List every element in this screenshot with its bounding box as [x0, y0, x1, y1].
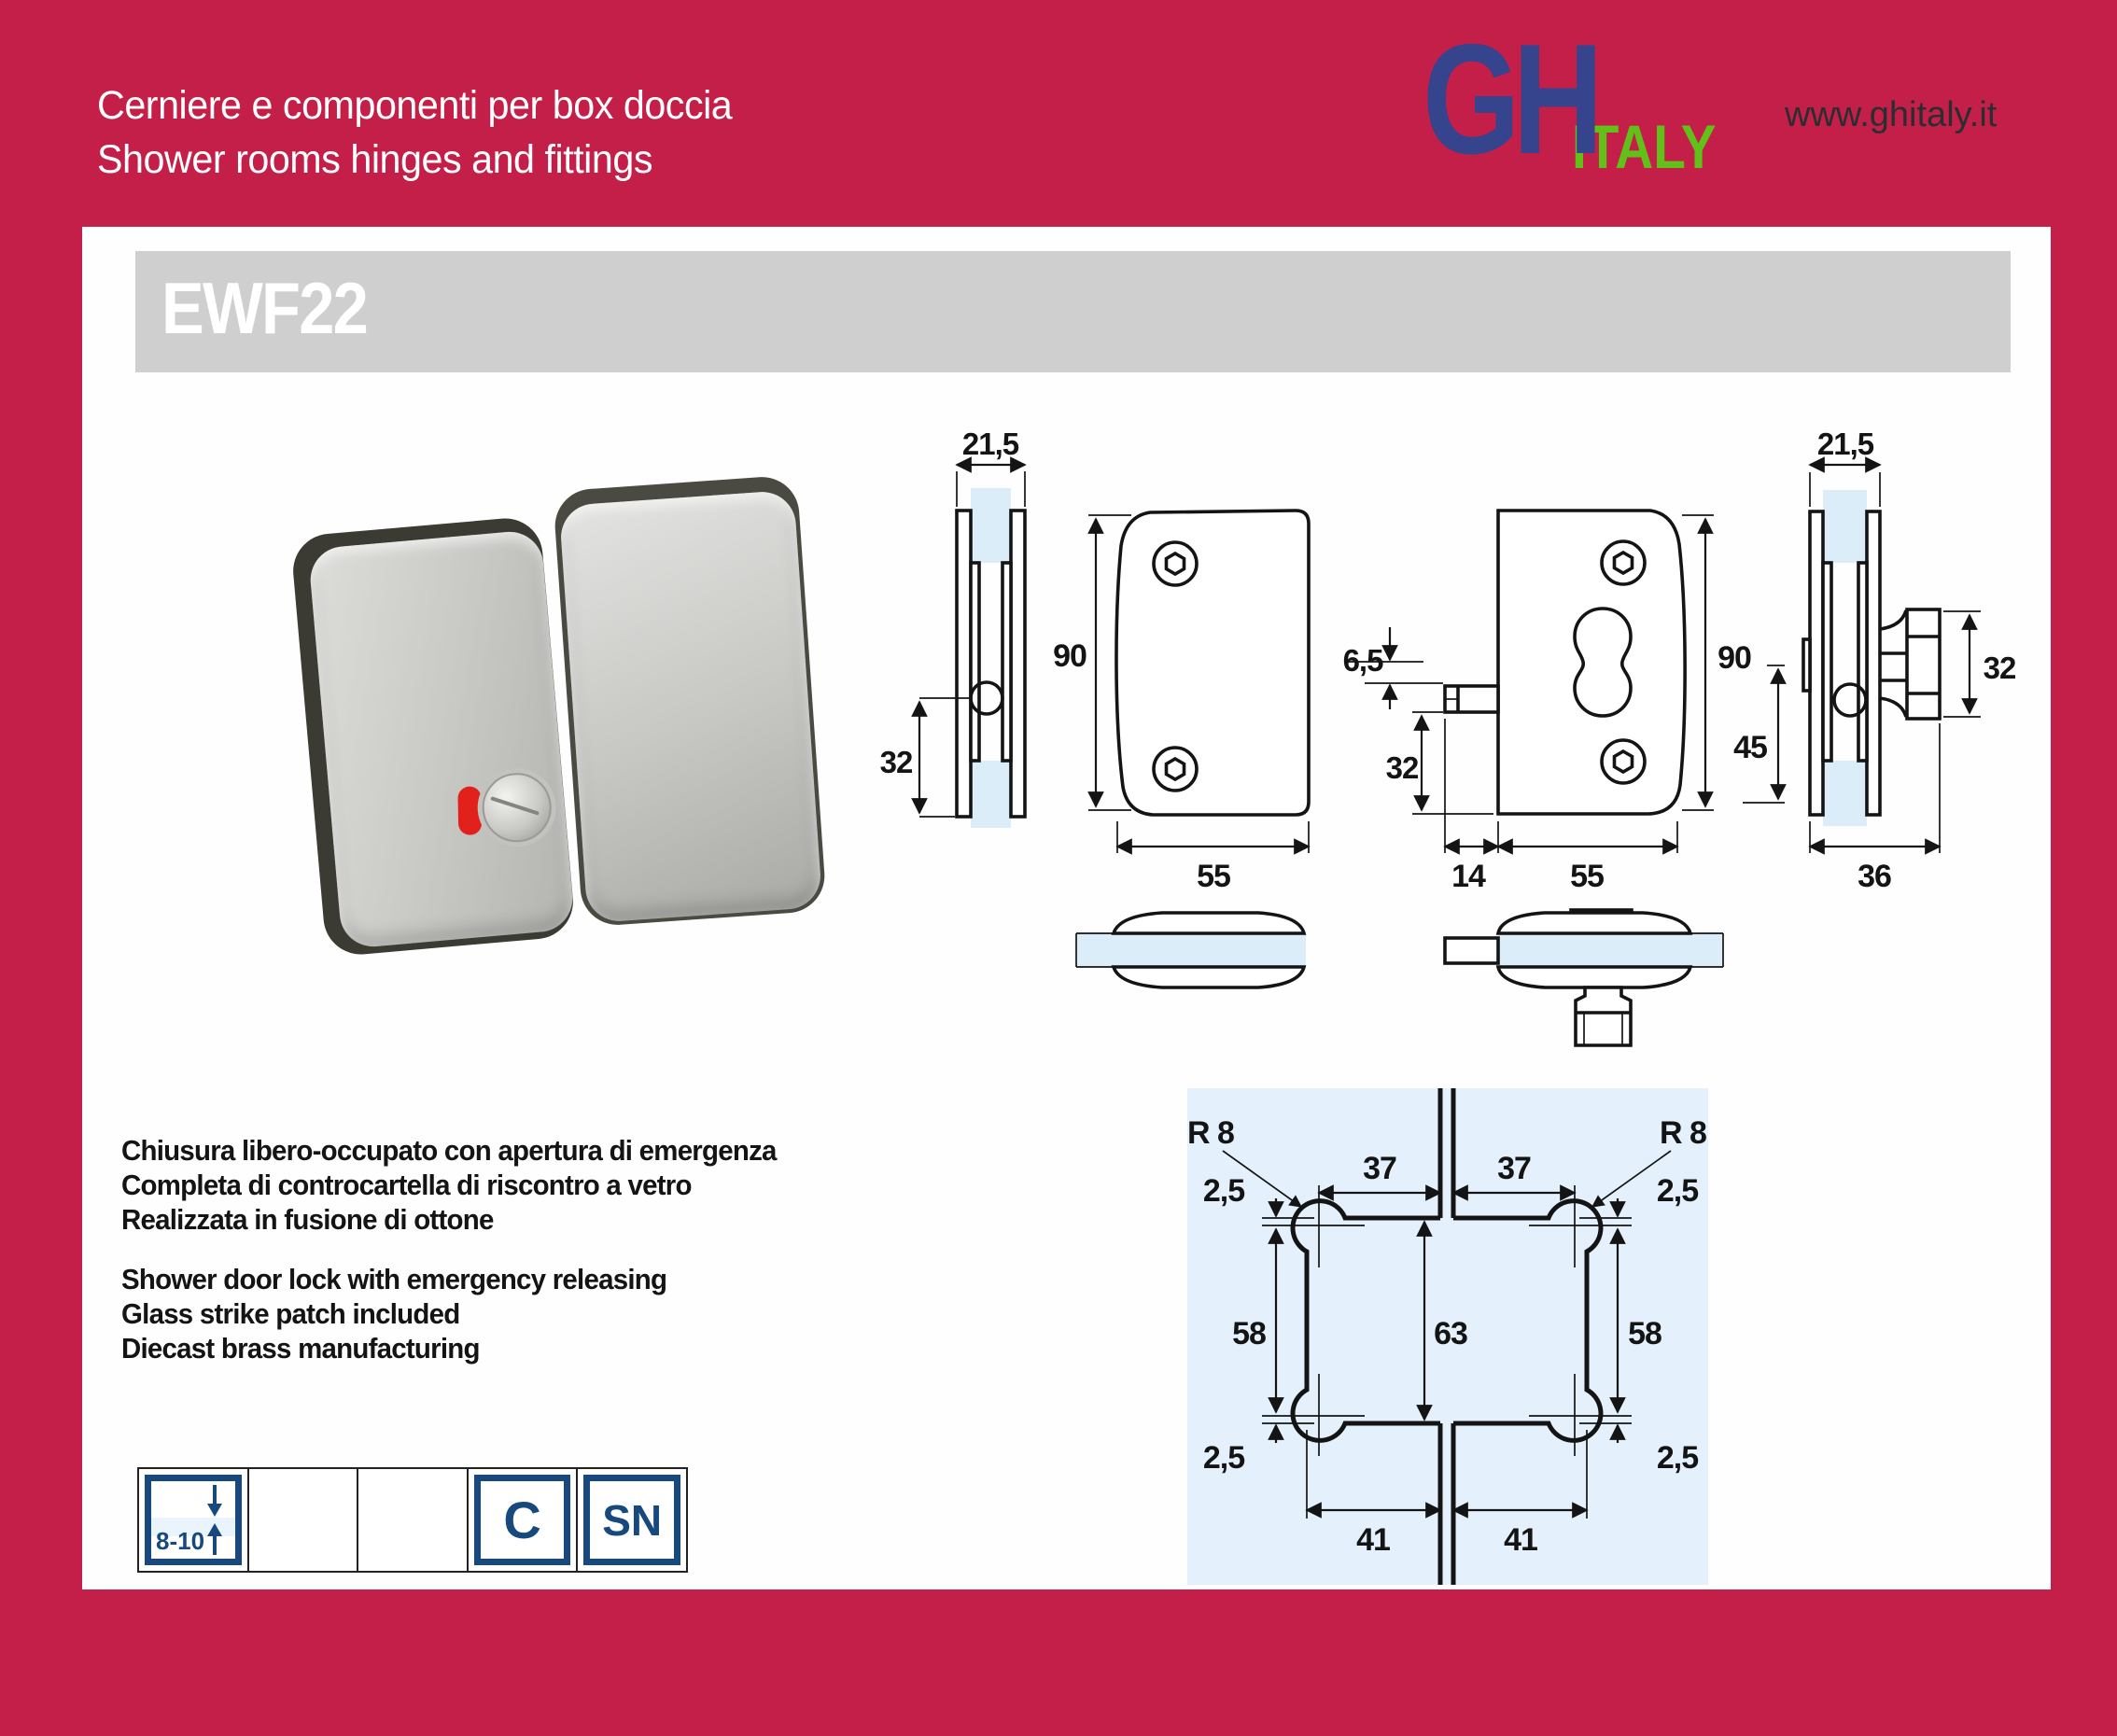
dim-cutout-side-right: 58	[1628, 1316, 1661, 1351]
spec-cell-finish-chrome	[469, 1469, 579, 1571]
lock-side-view	[1803, 427, 2016, 894]
turn-knob	[480, 770, 554, 845]
strike-front-view	[1053, 511, 1309, 894]
dim-lock-width: 55	[1570, 859, 1604, 894]
arrow-up-icon	[207, 1523, 222, 1536]
dim-strike-width: 55	[1197, 859, 1230, 894]
strike-side-view	[880, 427, 1025, 828]
dim-cutout-top-left: 37	[1363, 1151, 1396, 1186]
dim-cutout-side-left: 58	[1232, 1316, 1266, 1351]
product-code: EWF22	[161, 266, 368, 349]
dim-lock-depth: 36	[1858, 859, 1891, 894]
spec-cell-finish-satin	[578, 1469, 686, 1571]
arrow-down-icon	[207, 1504, 222, 1517]
dim-cutout-bottom-left: 41	[1356, 1522, 1390, 1558]
dim-corner-offset-br: 2,5	[1656, 1440, 1699, 1476]
lock-front-view	[1343, 511, 1785, 894]
dim-cutout-radius-right: R 8	[1660, 1115, 1706, 1151]
photo-lock-panel	[308, 529, 576, 949]
finish-chrome-box	[474, 1475, 571, 1565]
technical-drawings	[840, 411, 2072, 1148]
dim-knob-span: 45	[1733, 730, 1767, 765]
lock-plan-view	[1445, 910, 1723, 1045]
dim-strike-thickness: 21,5	[961, 427, 1019, 461]
finish-satin-box	[583, 1475, 680, 1565]
dim-knob-height: 32	[1983, 651, 2016, 685]
title-italian: Cerniere e componenti per box doccia	[97, 83, 733, 128]
glass-thickness-box	[145, 1475, 242, 1565]
product-code-banner	[135, 251, 2011, 372]
description-italian	[121, 1133, 777, 1237]
dim-corner-offset-tl: 2,5	[1202, 1173, 1245, 1209]
dim-strike-hole-offset: 32	[879, 745, 913, 779]
description-english	[121, 1262, 666, 1365]
red-indicator	[457, 786, 482, 834]
spec-table	[137, 1467, 688, 1573]
strike-plan-view	[1076, 913, 1306, 987]
dim-cutout-radius-left: R 8	[1187, 1115, 1234, 1151]
glass-cutout-diagram	[1171, 1083, 1731, 1594]
dim-latch-width: 14	[1451, 859, 1485, 894]
dim-cutout-top-right: 37	[1497, 1151, 1531, 1186]
glass-thickness-value: 8-10	[156, 1527, 205, 1555]
finish-satin-label: SN	[602, 1495, 663, 1545]
desc-en-line1: Shower door lock with emergency releasing	[121, 1263, 667, 1295]
dim-corner-offset-tr: 2,5	[1656, 1173, 1699, 1209]
dim-lock-hole-offset: 32	[1385, 750, 1419, 785]
dim-cutout-bottom-right: 41	[1504, 1522, 1537, 1558]
dim-cutout-center: 63	[1434, 1316, 1467, 1351]
spec-cell-empty-2	[358, 1469, 469, 1571]
dim-latch-protrusion: 6,5	[1342, 643, 1383, 678]
gh-logo-italy: ITALY	[1572, 112, 1717, 181]
website-link[interactable]: www.ghitaly.it	[1785, 95, 1998, 134]
desc-en-line3: Diecast brass manufacturing	[121, 1332, 480, 1365]
arrow-up-shaft	[213, 1534, 217, 1555]
desc-it-line1: Chiusura libero-occupato con apertura di emergenza	[121, 1134, 777, 1167]
spec-cell-empty-1	[249, 1469, 359, 1571]
product-photo	[252, 462, 812, 975]
dim-corner-offset-bl: 2,5	[1202, 1440, 1245, 1476]
arrow-down-shaft	[213, 1485, 217, 1505]
finish-chrome-label: C	[503, 1491, 541, 1549]
desc-it-line2: Completa di controcartella di riscontro a vetro	[121, 1169, 692, 1201]
photo-strike-panel	[559, 490, 823, 923]
title-english: Shower rooms hinges and fittings	[97, 137, 653, 182]
knob-slot	[490, 796, 540, 815]
desc-it-line3: Realizzata in fusione di ottone	[121, 1203, 494, 1236]
spec-cell-glass-thickness	[139, 1469, 249, 1571]
dim-strike-height: 90	[1053, 638, 1087, 674]
dim-lock-height: 90	[1717, 640, 1751, 676]
dim-lockside-thickness: 21,5	[1816, 427, 1874, 461]
gh-logo: GH	[1423, 11, 1596, 187]
page-title	[97, 78, 732, 187]
desc-en-line2: Glass strike patch included	[121, 1297, 460, 1330]
